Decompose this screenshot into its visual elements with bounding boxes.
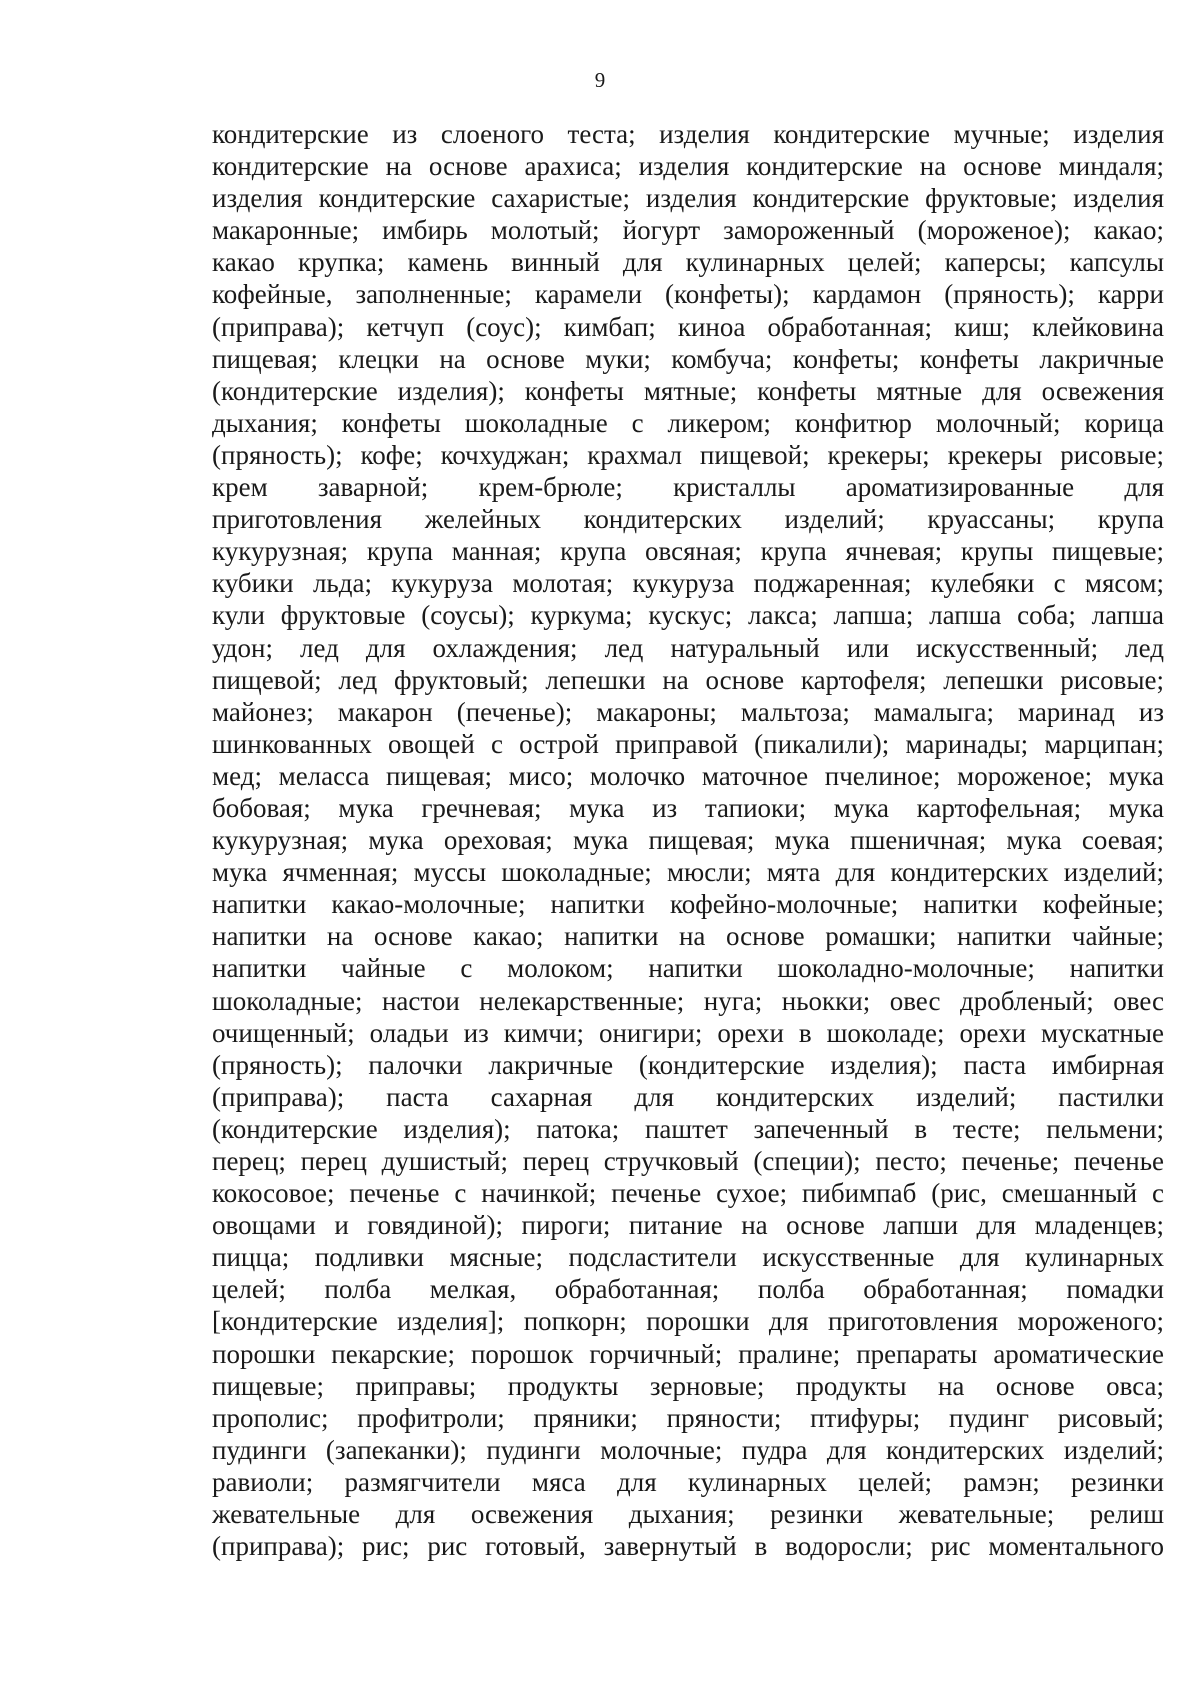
text-line: очищенный; оладьи из кимчи; онигири; орехи в шоколаде; орехи мускатные: [212, 1017, 1164, 1048]
text-line: (приправа); кетчуп (соус); кимбап; киноа обработанная; киш; клейковина: [212, 311, 1164, 342]
text-line: прополис; профитроли; пряники; пряности; птифуры; пудинг рисовый;: [212, 1402, 1164, 1433]
text-line: кули фруктовые (соусы); куркума; кускус; лакса; лапша; лапша соба; лапша: [212, 600, 1164, 631]
text-line: напитки какао-молочные; напитки кофейно-молочные; напитки кофейные;: [212, 889, 1164, 920]
body-text: [212, 118, 1164, 1562]
text-line: кондитерские из слоеного теста; изделия кондитерские мучные; изделия: [212, 119, 1164, 149]
text-line: шоколадные; настои нелекарственные; нуга; ньокки; овес дробленый; овес: [212, 985, 1164, 1016]
text-line: напитки на основе какао; напитки на основе ромашки; напитки чайные;: [212, 921, 1164, 952]
text-line: целей; полба мелкая, обработанная; полба обработанная; помадки: [212, 1274, 1164, 1305]
text-line: (приправа); рис; рис готовый, завернутый в водоросли; рис моментального: [212, 1531, 1164, 1562]
text-line: крем заварной; крем-брюле; кристаллы ароматизированные для: [212, 472, 1164, 503]
text-line: напитки чайные с молоком; напитки шоколадно-молочные; напитки: [212, 953, 1164, 984]
text-line: дыхания; конфеты шоколадные с ликером; конфитюр молочный; корица: [212, 407, 1164, 438]
text-line: пудинги (запеканки); пудинги молочные; пудра для кондитерских изделий;: [212, 1434, 1164, 1465]
text-line: овощами и говядиной); пироги; питание на основе лапши для младенцев;: [212, 1210, 1164, 1241]
text-line: пищевая; клецки на основе муки; комбуча; конфеты; конфеты лакричные: [212, 343, 1164, 374]
text-line: [кондитерские изделия]; попкорн; порошки для приготовления мороженого;: [212, 1306, 1164, 1337]
text-line: мука ячменная; муссы шоколадные; мюсли; мята для кондитерских изделий;: [212, 857, 1164, 888]
text-line: удон; лед для охлаждения; лед натуральный или искусственный; лед: [212, 632, 1164, 663]
text-line: изделия кондитерские сахаристые; изделия кондитерские фруктовые; изделия: [212, 183, 1164, 214]
text-line: какао крупка; камень винный для кулинарных целей; каперсы; капсулы: [212, 247, 1164, 278]
text-line: приготовления желейных кондитерских изделий; круассаны; крупа: [212, 504, 1164, 535]
text-line: перец; перец душистый; перец стручковый (специи); песто; печенье; печенье: [212, 1146, 1164, 1176]
text-line: (приправа); паста сахарная для кондитерских изделий; пастилки: [212, 1081, 1164, 1112]
text-line: кукурузная; крупа манная; крупа овсяная; крупа ячневая; крупы пищевые;: [212, 536, 1164, 567]
text-line: кофейные, заполненные; карамели (конфеты); кардамон (пряность); карри: [212, 279, 1164, 310]
page-number: 9: [594, 68, 606, 92]
text-line: майонез; макарон (печенье); макароны; мальтоза; мамалыга; маринад из: [212, 696, 1164, 727]
text-line: мед; меласса пищевая; мисо; молочко маточное пчелиное; мороженое; мука: [212, 760, 1164, 791]
text-line: кубики льда; кукуруза молотая; кукуруза поджаренная; кулебяки с мясом;: [212, 568, 1164, 599]
text-line: кукурузная; мука ореховая; мука пищевая; мука пшеничная; мука соевая;: [212, 825, 1164, 856]
text-line: пищевые; приправы; продукты зерновые; продукты на основе овса;: [212, 1370, 1164, 1401]
text-line: пищевой; лед фруктовый; лепешки на основе картофеля; лепешки рисовые;: [212, 664, 1164, 695]
text-line: (кондитерские изделия); патока; паштет запеченный в тесте; пельмени;: [212, 1113, 1164, 1144]
text-line: (пряность); палочки лакричные (кондитерские изделия); паста имбирная: [212, 1049, 1164, 1080]
text-line: бобовая; мука гречневая; мука из тапиоки; мука картофельная; мука: [212, 792, 1164, 823]
text-line: пицца; подливки мясные; подсластители искусственные для кулинарных: [212, 1242, 1164, 1273]
text-line: равиоли; размягчители мяса для кулинарных целей; рамэн; резинки: [212, 1466, 1164, 1497]
text-line: кокосовое; печенье с начинкой; печенье сухое; пибимпаб (рис, смешанный с: [212, 1178, 1164, 1209]
text-line: шинкованных овощей с острой приправой (пикалили); маринады; марципан;: [212, 728, 1164, 759]
text-line: кондитерские на основе арахиса; изделия кондитерские на основе миндаля;: [212, 151, 1164, 182]
text-line: (кондитерские изделия); конфеты мятные; конфеты мятные для освежения: [212, 375, 1164, 406]
text-line: макаронные; имбирь молотый; йогурт замороженный (мороженое); какао;: [212, 215, 1164, 246]
text-line: жевательные для освежения дыхания; резинки жевательные; релиш: [212, 1499, 1164, 1530]
text-line: порошки пекарские; порошок горчичный; пралине; препараты ароматические: [212, 1338, 1164, 1369]
text-line: (пряность); кофе; кочхуджан; крахмал пищевой; крекеры; крекеры рисовые;: [212, 439, 1164, 470]
